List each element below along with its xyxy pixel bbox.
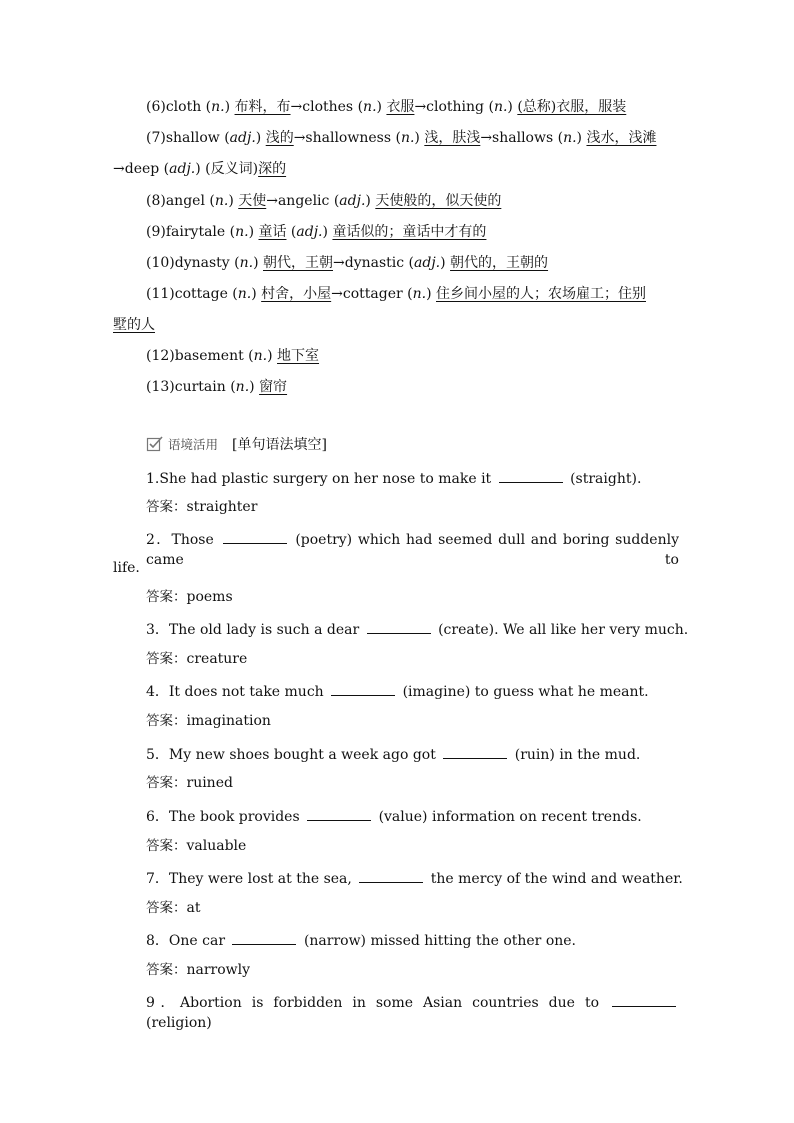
question-text: 6．The book provides (146, 809, 300, 825)
word-text: →cottager ( (331, 286, 413, 302)
meaning-underlined: 朝代的，王朝的 (450, 255, 549, 271)
question-line (146, 992, 679, 1033)
meaning-underlined: (总称)衣服，服装 (517, 99, 627, 115)
word-text: ( (286, 224, 297, 240)
answer-line (146, 497, 257, 517)
vocab-line (146, 97, 626, 117)
answer-blank (612, 992, 676, 1007)
answer-value: at (186, 900, 201, 916)
meaning-underlined: 浅水，浅滩 (586, 130, 657, 146)
word-text: →clothes ( (290, 99, 364, 115)
answer-value: straighter (186, 499, 258, 515)
question-text: 7．They were lost at the sea, (146, 871, 352, 887)
part-of-speech: adj. (229, 130, 256, 146)
part-of-speech: adj. (339, 193, 366, 209)
word-text: ) (228, 193, 239, 209)
word-text: (6)cloth ( (146, 99, 212, 115)
question-line (146, 868, 683, 889)
meaning-underlined: 朝代，王朝 (263, 255, 333, 271)
part-of-speech: adj. (169, 161, 196, 177)
word-text: (9)fairytale ( (146, 224, 236, 240)
question-hint: (create). We all like her very much. (438, 622, 689, 638)
vocab-line (113, 315, 155, 335)
word-text: →dynastic ( (333, 255, 415, 271)
question-line (146, 468, 641, 489)
answer-label: 答案： (146, 589, 187, 605)
vocab-line (146, 346, 319, 366)
word-text: (8)angel ( (146, 193, 215, 209)
vocab-line (146, 253, 548, 273)
question-hint: (straight). (570, 471, 642, 487)
question-continuation: life. (113, 560, 140, 576)
word-text: ) (426, 286, 436, 302)
answer-blank (367, 619, 431, 634)
question-line (146, 681, 649, 702)
word-text: (13)curtain ( (146, 379, 236, 395)
word-text: ) (253, 255, 263, 271)
part-of-speech: adj. (414, 255, 441, 271)
answer-label: 答案： (146, 651, 187, 667)
answer-label: 答案： (146, 713, 187, 729)
part-of-speech: n. (412, 286, 427, 302)
question-text: 2．Those (146, 532, 214, 548)
answer-blank (232, 930, 296, 945)
answer-value: valuable (186, 838, 247, 854)
word-text: (10)dynasty ( (146, 255, 240, 271)
part-of-speech: n. (211, 99, 225, 115)
word-text: ) (249, 379, 260, 395)
meaning-underlined: 天使般的，似天使的 (375, 193, 502, 209)
answer-label: 答案： (146, 838, 187, 854)
meaning-underlined: 地下室 (277, 348, 320, 364)
word-text: (7)shallow ( (146, 130, 230, 146)
meaning-underlined: 天使 (238, 193, 267, 209)
answer-value: narrowly (186, 962, 251, 978)
word-text: →clothing ( (414, 99, 494, 115)
question-text: 1.She had plastic surgery on her nose to make it (146, 471, 492, 487)
part-of-speech: n. (493, 99, 508, 115)
meaning-underlined: 布料，布 (234, 99, 291, 115)
word-text: ) (267, 348, 278, 364)
word-text: ) (255, 130, 266, 146)
word-text: (12)basement ( (146, 348, 254, 364)
question-hint: (narrow) missed hitting the other one. (303, 933, 577, 949)
answer-blank (499, 468, 563, 483)
answer-line (146, 960, 250, 980)
part-of-speech: n. (253, 348, 268, 364)
word-text: ) (反义词) (195, 161, 259, 177)
meaning-underlined: 童话 (258, 224, 287, 240)
question-text: 8．One car (146, 933, 226, 949)
question-hint: (imagine) to guess what he meant. (402, 684, 649, 700)
word-text: ) (376, 99, 387, 115)
part-of-speech: n. (237, 286, 252, 302)
answer-value: poems (186, 589, 233, 605)
meaning-underlined: 浅，肤浅 (424, 130, 481, 146)
question-line (146, 619, 688, 640)
vocab-line (146, 377, 287, 397)
answer-line (146, 898, 200, 918)
word-text: ) (507, 99, 518, 115)
vocab-line (146, 222, 486, 242)
word-text: ) (251, 286, 262, 302)
word-text: (11)cottage ( (146, 286, 238, 302)
part-of-speech: n. (235, 224, 249, 240)
question-line (146, 806, 642, 827)
answer-blank (443, 744, 507, 759)
word-text: ) (322, 224, 333, 240)
vocab-line (113, 159, 286, 179)
answer-blank (331, 681, 395, 696)
question-text: 3．The old lady is such a dear (146, 622, 360, 638)
meaning-underlined: 村舍，小屋 (261, 286, 332, 302)
vocab-line (146, 191, 501, 211)
question-hint: (value) information on recent trends. (378, 809, 642, 825)
vocab-line (146, 284, 646, 304)
word-text: →shallowness ( (293, 130, 401, 146)
answer-line (146, 587, 233, 607)
part-of-speech: n. (563, 130, 577, 146)
meaning-underlined: 浅的 (265, 130, 294, 146)
answer-value: ruined (186, 775, 233, 791)
section-heading (146, 434, 327, 454)
question-text: 5．My new shoes bought a week ago got (146, 747, 436, 763)
word-text: ) (414, 130, 425, 146)
part-of-speech: n. (363, 99, 377, 115)
part-of-speech: adj. (296, 224, 323, 240)
meaning-underlined: 衣服 (386, 99, 415, 115)
question-line (146, 930, 576, 951)
part-of-speech: n. (400, 130, 415, 146)
question-hint: (religion) (146, 1015, 212, 1031)
word-text: ) (365, 193, 376, 209)
answer-blank (359, 868, 423, 883)
section-title: [单句语法填空] (232, 437, 327, 453)
meaning-underlined: 童话似的；童话中才有的 (332, 224, 487, 240)
word-text: →deep ( (113, 161, 170, 177)
part-of-speech: n. (235, 379, 250, 395)
question-text: 9．Abortion is forbidden in some Asian countries due to (146, 995, 599, 1011)
answer-blank (307, 806, 371, 821)
question-line (146, 529, 679, 570)
question-hint: the mercy of the wind and weather. (430, 871, 683, 887)
word-text: ) (248, 224, 259, 240)
question-text: 4．It does not take much (146, 684, 324, 700)
word-text: ) (224, 99, 235, 115)
answer-line (146, 711, 271, 731)
answer-label: 答案： (146, 499, 187, 515)
word-text: →angelic ( (266, 193, 340, 209)
answer-value: imagination (186, 713, 271, 729)
section-label: 语境活用 (168, 437, 219, 452)
checkbox-pencil-icon (146, 435, 164, 453)
answer-label: 答案： (146, 900, 187, 916)
answer-line (146, 649, 247, 669)
word-text: ) (576, 130, 587, 146)
meaning-underlined: 住乡间小屋的人；农场雇工；住别 (436, 286, 646, 302)
meaning-underlined: 深的 (258, 161, 287, 177)
answer-line (146, 773, 233, 793)
question-hint: (ruin) in the mud. (514, 747, 641, 763)
answer-blank (223, 529, 287, 544)
answer-line (146, 836, 246, 856)
question-line (146, 744, 640, 765)
word-text: ) (440, 255, 451, 271)
meaning-underlined: 窗帘 (259, 379, 288, 395)
meaning-underlined: 墅的人 (113, 317, 155, 333)
vocab-line (146, 128, 656, 148)
word-text: →shallows ( (480, 130, 564, 146)
part-of-speech: n. (214, 193, 229, 209)
answer-value: creature (186, 651, 248, 667)
answer-label: 答案： (146, 962, 187, 978)
question-hint: (poetry) which had seemed dull and boring suddenly came to (146, 532, 679, 568)
answer-label: 答案： (146, 775, 187, 791)
part-of-speech: n. (239, 255, 254, 271)
